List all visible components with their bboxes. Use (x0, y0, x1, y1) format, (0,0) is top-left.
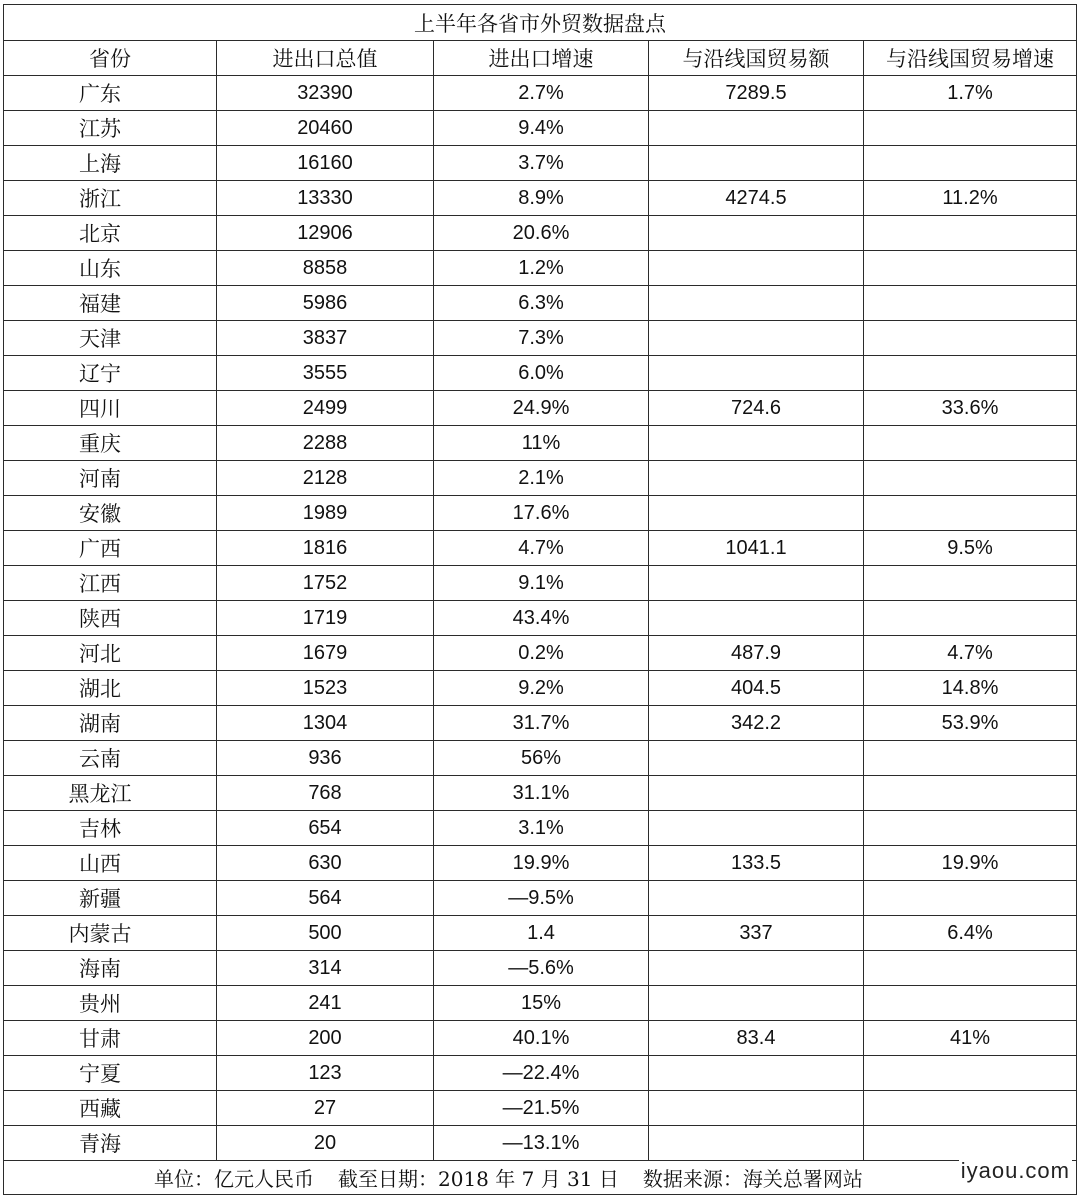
cell-belt-road-trade: 342.2 (649, 706, 864, 741)
table-row (4, 391, 1077, 426)
cell-total-value: 8858 (217, 251, 434, 286)
table-body (4, 76, 1077, 1161)
header-total-value: 进出口总值 (217, 41, 434, 76)
cell-growth: 9.2% (434, 671, 649, 706)
cell-belt-road-growth: 4.7% (864, 636, 1077, 671)
cell-province: 北京 (4, 216, 217, 251)
cell-belt-road-trade: 133.5 (649, 846, 864, 881)
cell-belt-road-growth: 14.8% (864, 671, 1077, 706)
cell-growth: 19.9% (434, 846, 649, 881)
cell-growth: 1.2% (434, 251, 649, 286)
cell-total-value: 20460 (217, 111, 434, 146)
cell-growth: 31.1% (434, 776, 649, 811)
table-row (4, 881, 1077, 916)
cell-belt-road-growth (864, 496, 1077, 531)
cell-total-value: 630 (217, 846, 434, 881)
cell-total-value: 564 (217, 881, 434, 916)
cell-belt-road-trade (649, 461, 864, 496)
cell-belt-road-trade (649, 1126, 864, 1161)
table-row (4, 531, 1077, 566)
cell-belt-road-trade: 83.4 (649, 1021, 864, 1056)
cell-belt-road-trade (649, 986, 864, 1021)
cell-total-value: 3555 (217, 356, 434, 391)
cell-province: 新疆 (4, 881, 217, 916)
cell-belt-road-growth (864, 601, 1077, 636)
cell-total-value: 5986 (217, 286, 434, 321)
table-row (4, 321, 1077, 356)
cell-province: 湖南 (4, 706, 217, 741)
cell-province: 西藏 (4, 1091, 217, 1126)
cell-province: 福建 (4, 286, 217, 321)
cell-belt-road-growth (864, 461, 1077, 496)
cell-growth: 9.1% (434, 566, 649, 601)
cell-growth: 15% (434, 986, 649, 1021)
cell-growth: 6.3% (434, 286, 649, 321)
cell-belt-road-growth (864, 566, 1077, 601)
cell-growth: —9.5% (434, 881, 649, 916)
header-belt-road-trade: 与沿线国贸易额 (649, 41, 864, 76)
cell-province: 湖北 (4, 671, 217, 706)
cell-province: 青海 (4, 1126, 217, 1161)
cell-growth: 24.9% (434, 391, 649, 426)
table-row (4, 286, 1077, 321)
cell-belt-road-trade (649, 741, 864, 776)
cell-belt-road-trade: 404.5 (649, 671, 864, 706)
table-title: 上半年各省市外贸数据盘点 (4, 5, 1077, 41)
table-row (4, 951, 1077, 986)
table-row (4, 986, 1077, 1021)
cell-belt-road-trade: 7289.5 (649, 76, 864, 111)
cell-growth: 3.1% (434, 811, 649, 846)
cell-province: 陕西 (4, 601, 217, 636)
cell-total-value: 654 (217, 811, 434, 846)
cell-province: 四川 (4, 391, 217, 426)
cell-total-value: 16160 (217, 146, 434, 181)
table-row (4, 461, 1077, 496)
cell-belt-road-growth: 53.9% (864, 706, 1077, 741)
cell-growth: 7.3% (434, 321, 649, 356)
cell-total-value: 123 (217, 1056, 434, 1091)
cell-growth: 1.4 (434, 916, 649, 951)
cell-belt-road-growth (864, 881, 1077, 916)
table-row (4, 566, 1077, 601)
cell-total-value: 314 (217, 951, 434, 986)
cell-growth: 9.4% (434, 111, 649, 146)
cell-province: 广西 (4, 531, 217, 566)
cell-belt-road-trade (649, 356, 864, 391)
table-row (4, 496, 1077, 531)
cell-belt-road-growth (864, 986, 1077, 1021)
table-row (4, 216, 1077, 251)
cell-province: 黑龙江 (4, 776, 217, 811)
cell-growth: 6.0% (434, 356, 649, 391)
cell-belt-road-trade (649, 811, 864, 846)
header-row (4, 41, 1077, 76)
table-row (4, 601, 1077, 636)
cell-belt-road-growth (864, 146, 1077, 181)
table-row (4, 146, 1077, 181)
table-row (4, 846, 1077, 881)
cell-total-value: 768 (217, 776, 434, 811)
table-row (4, 181, 1077, 216)
cell-province: 河北 (4, 636, 217, 671)
cell-province: 山西 (4, 846, 217, 881)
cell-belt-road-trade (649, 566, 864, 601)
cell-total-value: 1679 (217, 636, 434, 671)
cell-growth: 8.9% (434, 181, 649, 216)
cell-belt-road-trade (649, 601, 864, 636)
cell-belt-road-trade (649, 111, 864, 146)
cell-belt-road-trade (649, 286, 864, 321)
header-growth: 进出口增速 (434, 41, 649, 76)
table-row (4, 706, 1077, 741)
cell-province: 天津 (4, 321, 217, 356)
cell-total-value: 1816 (217, 531, 434, 566)
cell-province: 海南 (4, 951, 217, 986)
cell-belt-road-trade (649, 1091, 864, 1126)
watermark: iyaou.com (960, 1158, 1070, 1183)
cell-province: 江苏 (4, 111, 217, 146)
cell-belt-road-trade: 724.6 (649, 391, 864, 426)
cell-belt-road-growth: 19.9% (864, 846, 1077, 881)
table-row (4, 671, 1077, 706)
cell-province: 吉林 (4, 811, 217, 846)
cell-belt-road-growth: 9.5% (864, 531, 1077, 566)
table-row (4, 916, 1077, 951)
cell-total-value: 3837 (217, 321, 434, 356)
cell-belt-road-trade (649, 881, 864, 916)
cell-belt-road-growth (864, 356, 1077, 391)
cell-province: 宁夏 (4, 1056, 217, 1091)
cell-belt-road-trade: 4274.5 (649, 181, 864, 216)
cell-belt-road-trade (649, 216, 864, 251)
cell-province: 江西 (4, 566, 217, 601)
cell-growth: 17.6% (434, 496, 649, 531)
cell-growth: 4.7% (434, 531, 649, 566)
cell-total-value: 936 (217, 741, 434, 776)
cell-belt-road-growth (864, 1091, 1077, 1126)
cell-province: 山东 (4, 251, 217, 286)
cell-belt-road-trade (649, 146, 864, 181)
cell-belt-road-growth: 1.7% (864, 76, 1077, 111)
cell-growth: 3.7% (434, 146, 649, 181)
footer-source: 数据来源：海关总署网站 (642, 1167, 863, 1191)
cell-belt-road-trade (649, 776, 864, 811)
cell-total-value: 2499 (217, 391, 434, 426)
table-footer (4, 1161, 1077, 1195)
cell-growth: —13.1% (434, 1126, 649, 1161)
cell-total-value: 1719 (217, 601, 434, 636)
footer-unit: 单位：亿元人民币 (154, 1167, 314, 1191)
cell-belt-road-trade (649, 251, 864, 286)
cell-total-value: 241 (217, 986, 434, 1021)
table-row (4, 76, 1077, 111)
table-row (4, 356, 1077, 391)
cell-belt-road-growth (864, 111, 1077, 146)
cell-belt-road-growth (864, 1126, 1077, 1161)
cell-belt-road-trade (649, 496, 864, 531)
cell-total-value: 1523 (217, 671, 434, 706)
cell-growth: 31.7% (434, 706, 649, 741)
cell-belt-road-trade (649, 1056, 864, 1091)
cell-total-value: 500 (217, 916, 434, 951)
cell-province: 浙江 (4, 181, 217, 216)
cell-belt-road-growth (864, 811, 1077, 846)
cell-growth: —5.6% (434, 951, 649, 986)
cell-growth: 0.2% (434, 636, 649, 671)
cell-belt-road-trade: 1041.1 (649, 531, 864, 566)
cell-belt-road-trade: 337 (649, 916, 864, 951)
cell-belt-road-trade: 487.9 (649, 636, 864, 671)
cell-growth: 2.1% (434, 461, 649, 496)
table-row (4, 741, 1077, 776)
title-row (4, 5, 1077, 41)
table-row (4, 111, 1077, 146)
footer-row (4, 1161, 1077, 1195)
cell-belt-road-trade (649, 951, 864, 986)
cell-province: 河南 (4, 461, 217, 496)
cell-total-value: 2128 (217, 461, 434, 496)
cell-total-value: 32390 (217, 76, 434, 111)
cell-belt-road-growth (864, 951, 1077, 986)
footer-date: 截至日期：2018 年 7 月 31 日 (338, 1167, 619, 1191)
cell-growth: 56% (434, 741, 649, 776)
cell-province: 广东 (4, 76, 217, 111)
cell-total-value: 13330 (217, 181, 434, 216)
cell-total-value: 2288 (217, 426, 434, 461)
table-row (4, 251, 1077, 286)
header-province: 省份 (4, 41, 217, 76)
cell-province: 安徽 (4, 496, 217, 531)
cell-total-value: 1304 (217, 706, 434, 741)
cell-province: 重庆 (4, 426, 217, 461)
trade-data-sheet (3, 4, 1076, 1195)
cell-total-value: 1989 (217, 496, 434, 531)
cell-total-value: 200 (217, 1021, 434, 1056)
cell-belt-road-growth: 41% (864, 1021, 1077, 1056)
cell-growth: —22.4% (434, 1056, 649, 1091)
cell-belt-road-trade (649, 321, 864, 356)
cell-total-value: 27 (217, 1091, 434, 1126)
table-row (4, 636, 1077, 671)
table-row (4, 1126, 1077, 1161)
cell-growth: —21.5% (434, 1091, 649, 1126)
cell-belt-road-growth: 33.6% (864, 391, 1077, 426)
table-row (4, 1056, 1077, 1091)
cell-belt-road-growth (864, 286, 1077, 321)
cell-province: 辽宁 (4, 356, 217, 391)
cell-belt-road-growth: 11.2% (864, 181, 1077, 216)
cell-growth: 20.6% (434, 216, 649, 251)
cell-belt-road-growth (864, 216, 1077, 251)
table-row (4, 776, 1077, 811)
cell-total-value: 12906 (217, 216, 434, 251)
cell-belt-road-growth (864, 251, 1077, 286)
cell-total-value: 20 (217, 1126, 434, 1161)
cell-growth: 43.4% (434, 601, 649, 636)
table-row (4, 1091, 1077, 1126)
cell-growth: 40.1% (434, 1021, 649, 1056)
cell-belt-road-growth (864, 776, 1077, 811)
cell-growth: 2.7% (434, 76, 649, 111)
cell-belt-road-trade (649, 426, 864, 461)
cell-growth: 11% (434, 426, 649, 461)
cell-province: 云南 (4, 741, 217, 776)
trade-data-table (3, 4, 1077, 1195)
table-row (4, 811, 1077, 846)
table-row (4, 426, 1077, 461)
cell-belt-road-growth (864, 1056, 1077, 1091)
header-belt-road-growth: 与沿线国贸易增速 (864, 41, 1077, 76)
cell-belt-road-growth: 6.4% (864, 916, 1077, 951)
cell-province: 内蒙古 (4, 916, 217, 951)
cell-belt-road-growth (864, 321, 1077, 356)
cell-province: 贵州 (4, 986, 217, 1021)
cell-belt-road-growth (864, 426, 1077, 461)
table-row (4, 1021, 1077, 1056)
cell-belt-road-growth (864, 741, 1077, 776)
cell-total-value: 1752 (217, 566, 434, 601)
cell-province: 甘肃 (4, 1021, 217, 1056)
cell-province: 上海 (4, 146, 217, 181)
